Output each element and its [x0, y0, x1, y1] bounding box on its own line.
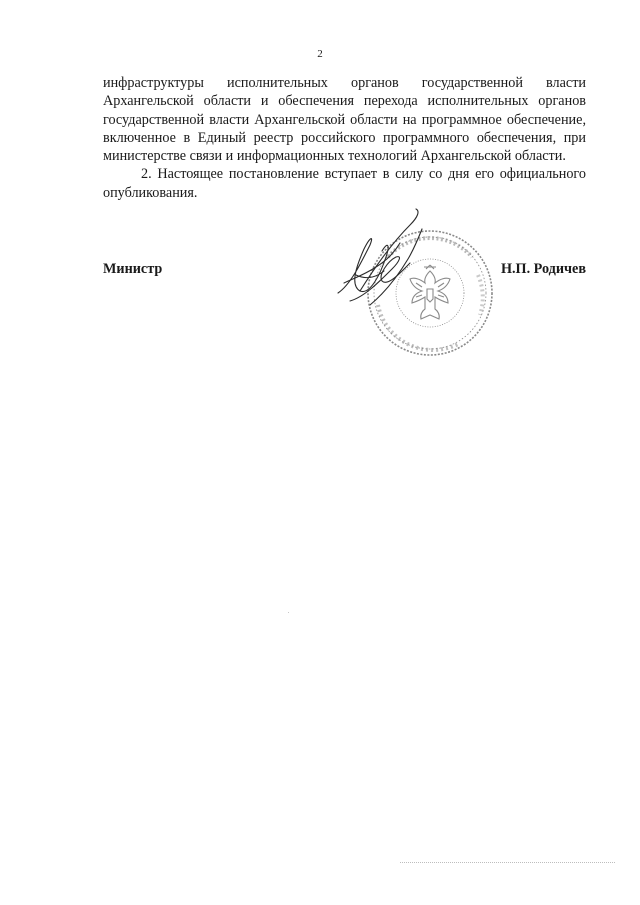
stamp-icon: [368, 231, 492, 355]
scan-footer-artifact: [400, 862, 615, 863]
paragraph-1-line-4: включенное в Единый реестр российского программного обеспечения, при: [103, 129, 586, 146]
paragraph-1-line-5: министерстве связи и информационных технологий Архангельской области.: [103, 148, 566, 165]
handwritten-signature-icon: [338, 209, 422, 305]
page-number: 2: [317, 48, 323, 60]
paragraph-1-line-1: инфраструктуры исполнительных органов государственной власти: [103, 75, 586, 91]
paragraph-1-line-2: Архангельской области и обеспечения перехода исполнительных органов: [103, 93, 586, 110]
paragraph-2-line-2: опубликования.: [103, 184, 198, 201]
scan-speck: [288, 612, 289, 613]
paragraph-1-line-3: государственной власти Архангельской области на программное обеспечение,: [103, 111, 586, 128]
signatory-title: Министр: [103, 261, 163, 277]
paragraph-2-line-1: 2. Настоящее постановление вступает в силу со дня его официального: [141, 166, 586, 183]
official-seal-with-signature: [330, 205, 500, 365]
document-body: [103, 74, 586, 202]
signatory-name: Н.П. Родичев: [500, 261, 586, 277]
eagle-emblem-icon: [410, 265, 450, 319]
